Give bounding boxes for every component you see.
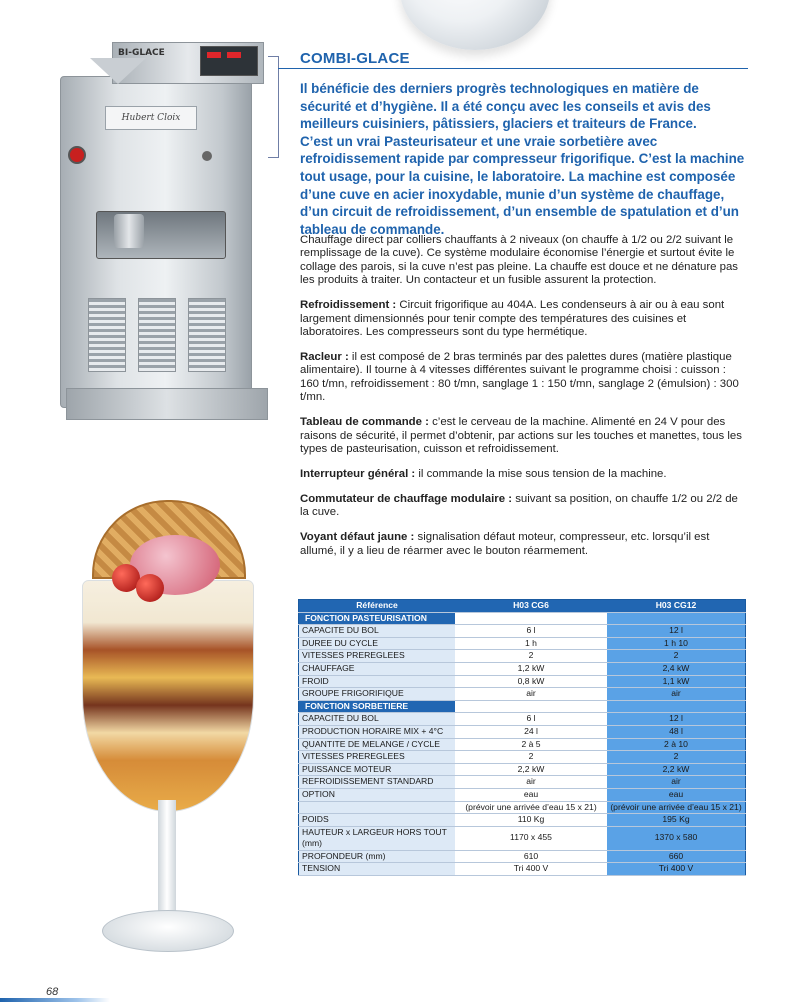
table-cell-value: 2 xyxy=(607,751,746,764)
table-cell-label: FROID xyxy=(299,675,456,688)
table-cell-value: 110 Kg xyxy=(455,814,607,827)
machine-base xyxy=(66,388,268,420)
table-cell-label: VITESSES PREREGLEES xyxy=(299,650,456,663)
table-cell-value xyxy=(607,612,746,625)
table-row xyxy=(299,814,746,827)
term-text: il commande la mise sous tension de la machine. xyxy=(415,468,667,481)
term-text: il est composé de 2 bras terminés par des palettes dures (matière plastique alimentaire). Il tourne à 4 vitesses différentes suivant le programme choisi : cuisson : 160 t/mn, refroidissement : 80 t/mn, sanglage 1 : 150 t/mn, sanglage 2 (émulsion) : 300 t/mn. xyxy=(300,351,739,404)
paragraph-interrupteur xyxy=(300,468,745,481)
table-cell-value: 12 l xyxy=(607,713,746,726)
table-cell-value: 2 xyxy=(455,650,607,663)
header-reference: Référence xyxy=(299,600,456,613)
ice-cream-sundae-image xyxy=(60,500,270,990)
table-cell-label: GROUPE FRIGORIFIQUE xyxy=(299,688,456,701)
display-led xyxy=(207,52,221,58)
paragraph-tableau xyxy=(300,416,745,456)
intro-paragraph: Il bénéficie des derniers progrès technologiques en matière de sécurité et d’hygiène. Il a été conçu avec les conseils et avis des meilleurs cuisiniers, pâtissiers, glaciers et traiteurs de France. xyxy=(300,81,711,132)
table-cell-label: PROFONDEUR (mm) xyxy=(299,850,456,863)
table-cell-value: 1170 x 455 xyxy=(455,826,607,850)
table-cell-label: OPTION xyxy=(299,788,456,801)
table-cell-label xyxy=(299,801,456,814)
term-label: Racleur : xyxy=(300,351,349,364)
table-cell-label: POIDS xyxy=(299,814,456,827)
table-cell-value: 2,4 kW xyxy=(607,662,746,675)
table-cell-label: TENSION xyxy=(299,863,456,876)
term-label: Commutateur de chauffage modulaire : xyxy=(300,493,513,506)
table-cell-label: QUANTITE DE MELANGE / CYCLE xyxy=(299,738,456,751)
table-row xyxy=(299,725,746,738)
table-body xyxy=(299,612,746,875)
term-label: Tableau de commande : xyxy=(300,416,429,429)
term-label: Refroidissement : xyxy=(300,299,397,312)
table-cell-label: REFROIDISSEMENT STANDARD xyxy=(299,776,456,789)
table-row xyxy=(299,801,746,814)
table-cell-value: air xyxy=(607,688,746,701)
title-bracket xyxy=(268,56,279,158)
table-cell-label: FONCTION SORBETIERE xyxy=(299,700,456,713)
table-cell-value: 6 l xyxy=(455,625,607,638)
table-cell-value: 2,2 kW xyxy=(455,763,607,776)
spec-table xyxy=(298,599,746,876)
table-cell-label: CAPACITE DU BOL xyxy=(299,625,456,638)
funnel xyxy=(90,58,146,84)
paragraph-commutateur xyxy=(300,493,745,520)
table-cell-value: air xyxy=(607,776,746,789)
table-cell-value: 2,2 kW xyxy=(607,763,746,776)
description-block xyxy=(300,234,745,570)
term-label: Interrupteur général : xyxy=(300,468,416,481)
machine-spout xyxy=(114,214,144,248)
table-cell-value: 1,1 kW xyxy=(607,675,746,688)
table-row xyxy=(299,863,746,876)
table-cell-value: (prévoir une arrivée d’eau 15 x 21) xyxy=(607,801,746,814)
table-row xyxy=(299,751,746,764)
table-cell-label: PRODUCTION HORAIRE MIX + 4°C xyxy=(299,725,456,738)
decorative-disc xyxy=(400,0,550,50)
paragraph-racleur xyxy=(300,351,745,405)
table-cell-label: FONCTION PASTEURISATION xyxy=(299,612,456,625)
vent-grille xyxy=(88,298,126,372)
knob-icon xyxy=(202,151,212,161)
title-divider xyxy=(278,68,748,69)
table-cell-value: 6 l xyxy=(455,713,607,726)
emergency-button-icon xyxy=(68,146,86,164)
table-header-row xyxy=(299,600,746,613)
header-model-cg12: H03 CG12 xyxy=(607,600,746,613)
term-text: Circuit frigorifique au 404A. Les condenseurs à air ou à eau sont largement dimensionnés pour tenir compte des températures des cuisines et laboratoires. Les compresseurs sont du type hermétique. xyxy=(300,299,725,339)
table-cell-value: 660 xyxy=(607,850,746,863)
table-cell-value: 610 xyxy=(455,850,607,863)
table-row xyxy=(299,625,746,638)
table-cell-value: air xyxy=(455,776,607,789)
table-cell-value: 1370 x 580 xyxy=(607,826,746,850)
table-cell-value: 12 l xyxy=(607,625,746,638)
table-cell-label: PUISSANCE MOTEUR xyxy=(299,763,456,776)
combi-glace-machine-image xyxy=(50,36,280,436)
intro-paragraph: C’est un vrai Pasteurisateur et une vraie sorbetière avec refroidissement rapide par compresseur frigorifique. C’est la machine tout usage, pour la cuisine, le laboratoire. La machine est composée d’une cuve en acier inoxydable, munie d’un système de chauffage, d’un circuit de refroidissement, d’un ensemble de spatulation et d’un tableau de commande. xyxy=(300,133,745,237)
term-text: c’est le cerveau de la machine. Alimenté en 24 V pour des raisons de sécurité, il permet d’obtenir, par actions sur les touches et manettes, tous les types de pasteurisation, cuisson et refroidissement. xyxy=(300,416,742,456)
page-title: COMBI-GLACE xyxy=(300,50,410,67)
table-cell-value: Tri 400 V xyxy=(455,863,607,876)
term-text: signalisation défaut moteur, compresseur, etc. lorsqu’il est allumé, il y a lieu de réarmer avec le bouton réarmement. xyxy=(300,531,710,557)
glass-stem xyxy=(158,800,176,920)
table-row xyxy=(299,688,746,701)
footer-bar xyxy=(0,998,110,1002)
table-cell-value: air xyxy=(455,688,607,701)
sundae-glass xyxy=(82,580,254,812)
table-row xyxy=(299,637,746,650)
control-panel xyxy=(200,46,258,76)
table-cell-value: 0,8 kW xyxy=(455,675,607,688)
table-cell-value: 24 l xyxy=(455,725,607,738)
table-cell-value: eau xyxy=(607,788,746,801)
table-cell-value xyxy=(607,700,746,713)
table-cell-value: (prévoir une arrivée d’eau 15 x 21) xyxy=(455,801,607,814)
glass-foot xyxy=(102,910,234,952)
table-cell-value: 2 à 5 xyxy=(455,738,607,751)
table-cell-value: 2 xyxy=(455,751,607,764)
table-cell-value: 195 Kg xyxy=(607,814,746,827)
table-row xyxy=(299,650,746,663)
table-cell-value xyxy=(455,700,607,713)
table-cell-label: CAPACITE DU BOL xyxy=(299,713,456,726)
table-cell-value: 1 h xyxy=(455,637,607,650)
paragraph-refroidissement xyxy=(300,299,745,339)
table-cell-value: 48 l xyxy=(607,725,746,738)
page-number: 68 xyxy=(46,986,59,998)
paragraph-chauffage: Chauffage direct par colliers chauffants à 2 niveaux (on chauffe à 1/2 ou 2/2 suivant le remplissage de la cuve). Ce système modulaire économise l’énergie et surtout évite le collage des parois, si la cuve n’est pas pleine. La chauffe est douce et ne dénature pas les produits à traiter. Un contacteur et un fusible assurent la protection. xyxy=(300,234,738,287)
table-row xyxy=(299,675,746,688)
intro-block xyxy=(300,80,745,238)
table-cell-value: 1,2 kW xyxy=(455,662,607,675)
header-model-cg6: H03 CG6 xyxy=(455,600,607,613)
table-row xyxy=(299,713,746,726)
table-section-row xyxy=(299,612,746,625)
table-cell-label: DUREE DU CYCLE xyxy=(299,637,456,650)
table-cell-value: 2 à 10 xyxy=(607,738,746,751)
term-text: suivant sa position, on chauffe 1/2 ou 2/2 de la cuve. xyxy=(300,493,738,519)
table-row xyxy=(299,788,746,801)
brand-logo: Hubert Cloix xyxy=(105,106,197,130)
table-cell-value: Tri 400 V xyxy=(607,863,746,876)
paragraph-voyant xyxy=(300,531,745,558)
table-cell-value: 1 h 10 xyxy=(607,637,746,650)
table-row xyxy=(299,763,746,776)
table-row xyxy=(299,738,746,751)
table-row xyxy=(299,826,746,850)
table-row xyxy=(299,662,746,675)
table-cell-value xyxy=(455,612,607,625)
term-label: Voyant défaut jaune : xyxy=(300,531,415,544)
machine-brand-label: BI-GLACE xyxy=(118,48,165,58)
table-cell-label: HAUTEUR x LARGEUR HORS TOUT (mm) xyxy=(299,826,456,850)
table-section-row xyxy=(299,700,746,713)
table-row xyxy=(299,850,746,863)
table-cell-value: 2 xyxy=(607,650,746,663)
display-led xyxy=(227,52,241,58)
table-row xyxy=(299,776,746,789)
vent-grille xyxy=(188,298,226,372)
vent-grille xyxy=(138,298,176,372)
table-cell-label: CHAUFFAGE xyxy=(299,662,456,675)
table-cell-label: VITESSES PREREGLEES xyxy=(299,751,456,764)
cherry-icon xyxy=(136,574,164,602)
table-cell-value: eau xyxy=(455,788,607,801)
